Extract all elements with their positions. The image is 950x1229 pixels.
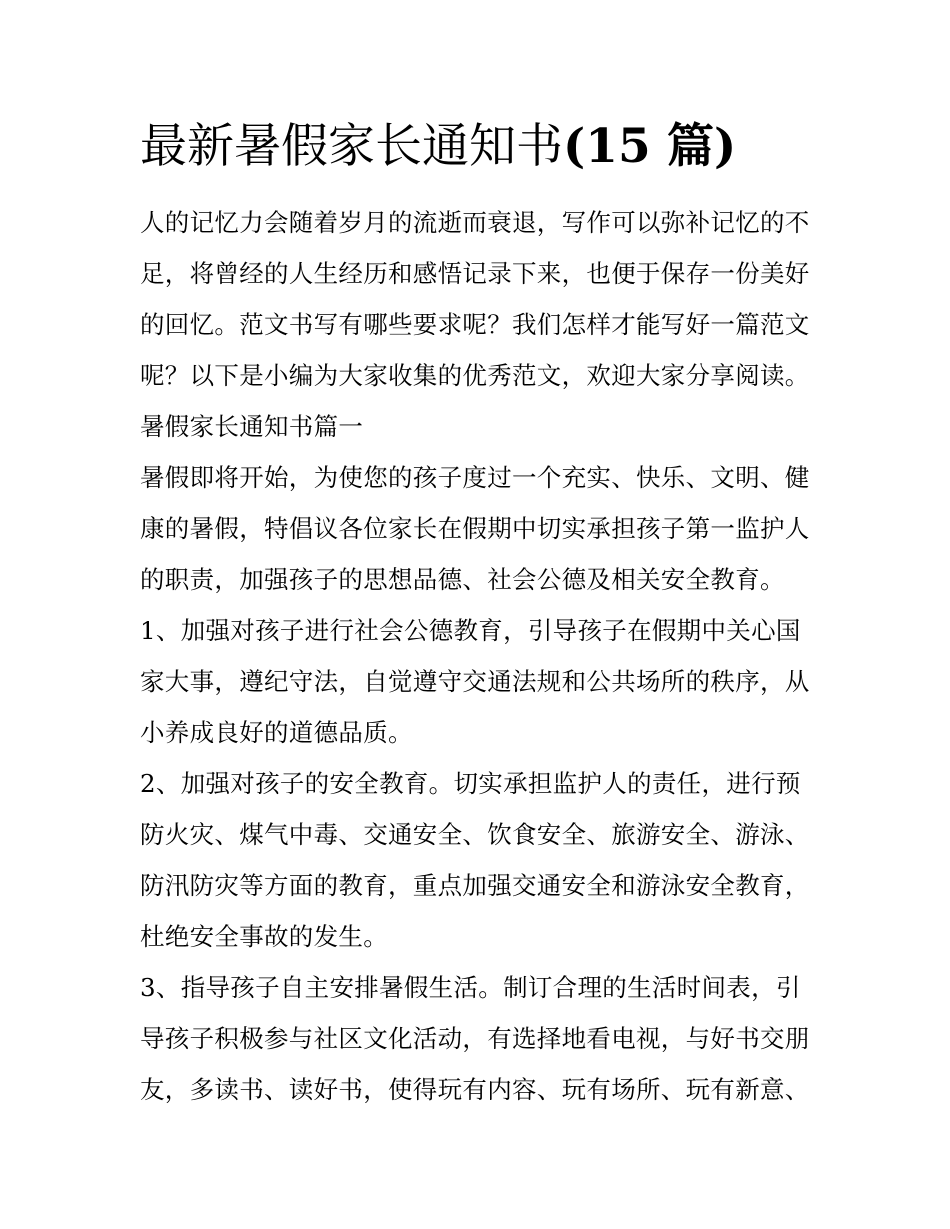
document-title (140, 116, 840, 178)
list-item-line: 防汛防灾等方面的教育，重点加强交通安全和游泳安全教育， (140, 871, 810, 900)
document-title-main: 最新暑假家长通知书 (140, 119, 563, 174)
document-title-count: (15 篇) (563, 119, 737, 174)
paragraph-line: 康的暑假，特倡议各位家长在假期中切实承担孩子第一监护人 (140, 514, 810, 543)
list-item-line: 小养成良好的道德品质。 (140, 718, 413, 747)
list-item-line: 3、指导孩子自主安排暑假生活。制订合理的生活时间表，引 (140, 973, 801, 1002)
list-item-line: 杜绝安全事故的发生。 (140, 922, 388, 951)
list-item-line: 1、加强对孩子进行社会公德教育，引导孩子在假期中关心国 (140, 616, 801, 645)
paragraph-line: 呢？以下是小编为大家收集的优秀范文，欢迎大家分享阅读。 (140, 361, 810, 390)
list-item-line: 防火灾、煤气中毒、交通安全、饮食安全、旅游安全、游泳、 (140, 820, 810, 849)
list-item-line: 2、加强对孩子的安全教育。切实承担监护人的责任，进行预 (140, 769, 801, 798)
paragraph-line: 人的记忆力会随着岁月的流逝而衰退，写作可以弥补记忆的不 (140, 208, 810, 237)
document-body (140, 197, 820, 1115)
paragraph-line: 的回忆。范文书写有哪些要求呢？我们怎样才能写好一篇范文 (140, 310, 810, 339)
paragraph-line: 足，将曾经的人生经历和感悟记录下来，也便于保存一份美好 (140, 259, 810, 288)
section-heading: 暑假家长通知书篇一 (140, 412, 364, 441)
list-item-line: 友，多读书、读好书，使得玩有内容、玩有场所、玩有新意、 (140, 1075, 810, 1104)
list-item-line: 家大事，遵纪守法，自觉遵守交通法规和公共场所的秩序，从 (140, 667, 810, 696)
list-item-line: 导孩子积极参与社区文化活动，有选择地看电视，与好书交朋 (140, 1024, 810, 1053)
paragraph-line: 暑假即将开始，为使您的孩子度过一个充实、快乐、文明、健 (140, 463, 810, 492)
paragraph-line: 的职责，加强孩子的思想品德、社会公德及相关安全教育。 (140, 565, 785, 594)
